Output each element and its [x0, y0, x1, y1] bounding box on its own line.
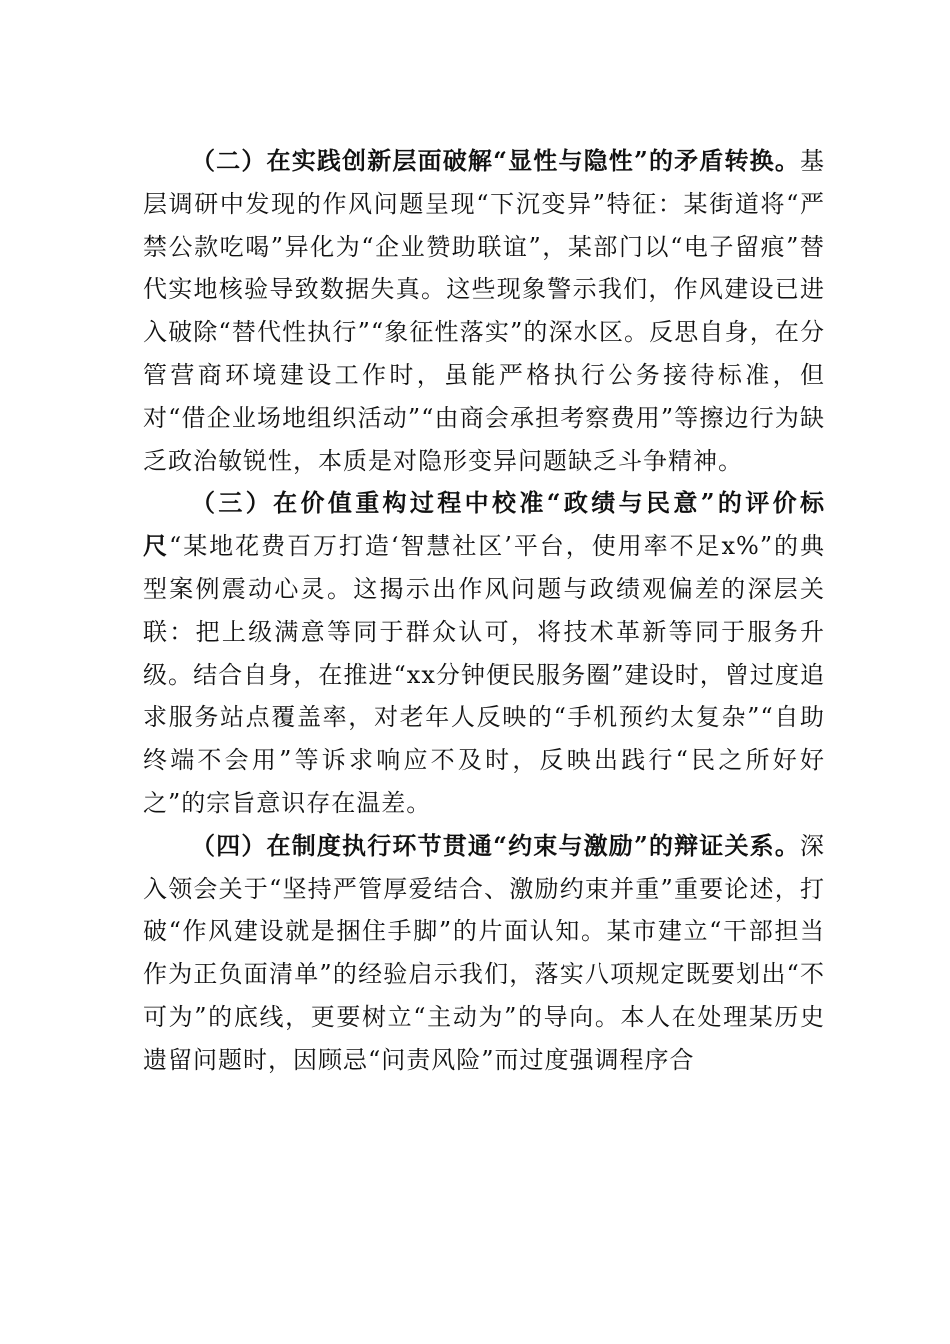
section-four-body: 深入领会关于“坚持严管厚爱结合、激励约束并重”重要论述，打破“作风建设就是捆住手脚”的片面认知。某市建立“干部担当作为正负面清单”的经验启示我们，落实八项规定既要划出“不可为”的底线，更要树立“主动为”的导向。本人在处理某历史遗留问题时，因顾忌“问责风险”而过度强调程序合 [143, 831, 825, 1074]
section-four-paragraph [143, 825, 825, 1082]
section-three-body: “某地花费百万打造‘智慧社区’平台，使用率不足x%”的典型案例震动心灵。这揭示出作风问题与政绩观偏差的深层关联：把上级满意等同于群众认可，将技术革新等同于服务升级。结合自身，在推进“xx分钟便民服务圈”建设时，曾过度追求服务站点覆盖率，对老年人反映的“手机预约太复杂”“自助终端不会用”等诉求响应不及时，反映出践行“民之所好好之”的宗旨意识存在温差。 [143, 532, 826, 817]
section-two-paragraph [143, 140, 825, 482]
document-body [143, 140, 825, 1082]
section-three-heading: （三）在价值重构过程中校准“政绩与民意”的评价标尺 [143, 488, 825, 561]
section-four-heading: （四）在制度执行环节贯通“约束与激励”的辩证关系。 [191, 830, 800, 860]
section-three-paragraph [143, 482, 825, 824]
section-two-body: 基层调研中发现的作风问题呈现“下沉变异”特征：某街道将“严禁公款吃喝”异化为“企业赞助联谊”，某部门以“电子留痕”替代实地核验导致数据失真。这些现象警示我们，作风建设已进入破除“替代性执行”“象征性落实”的深水区。反思自身，在分管营商环境建设工作时，虽能严格执行公务接待标准，但对“借企业场地组织活动”“由商会承担考察费用”等擦边行为缺乏政治敏锐性，本质是对隐形变异问题缺乏斗争精神。 [143, 147, 825, 475]
section-two-heading: （二）在实践创新层面破解“显性与隐性”的矛盾转换。 [191, 146, 800, 175]
